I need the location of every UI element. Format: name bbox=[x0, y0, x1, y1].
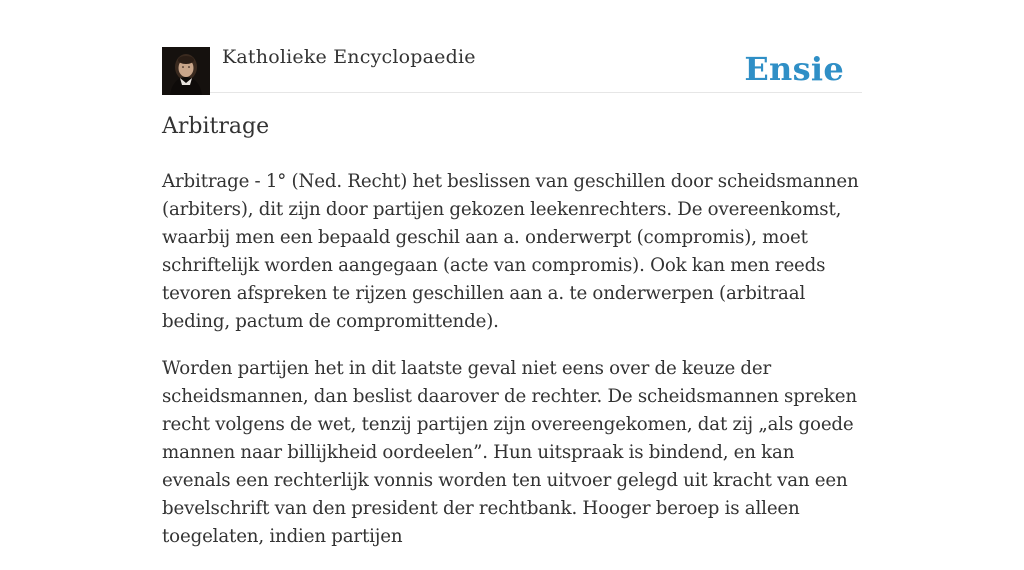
article-title: Arbitrage bbox=[162, 114, 270, 139]
article-paragraph: Worden partijen het in dit laatste geval niet eens over de keuze der scheidsmannen, dan beslist daarover de rechter. De scheidsmannen spreken recht volgens de wet, tenzij partijen zijn overeengekomen, dat zij „als goede mannen naar billijkheid oordeelen”. Hun uitspraak is bindend, en kan evenals een rechterlijk vonnis worden ten uitvoer gelegd uit kracht van een bevelschrift van den president der rechtbank. Hooger beroep is alleen toegelaten, indien partijen bbox=[162, 358, 857, 547]
portrait-image bbox=[162, 47, 210, 95]
site-name[interactable]: Katholieke Encyclopaedie bbox=[222, 46, 476, 68]
article-paragraph: Arbitrage - 1° (Ned. Recht) het beslissen van geschillen door scheidsmannen (arbiters), dit zijn door partijen gekozen leekenrechters. De overeenkomst, waarbij men een bepaald geschil aan a. onderwerpt (compromis), moet schriftelijk worden aangegaan (acte van compromis). Ook kan men reeds tevoren afspreken te rijzen geschillen aan a. te onderwerpen (arbitraal beding, pactum de compromittende). bbox=[162, 171, 859, 332]
article-body bbox=[162, 168, 862, 570]
portrait-avatar-icon[interactable] bbox=[162, 47, 210, 95]
site-header bbox=[162, 44, 862, 93]
brand-logo[interactable]: Ensie bbox=[744, 50, 844, 88]
